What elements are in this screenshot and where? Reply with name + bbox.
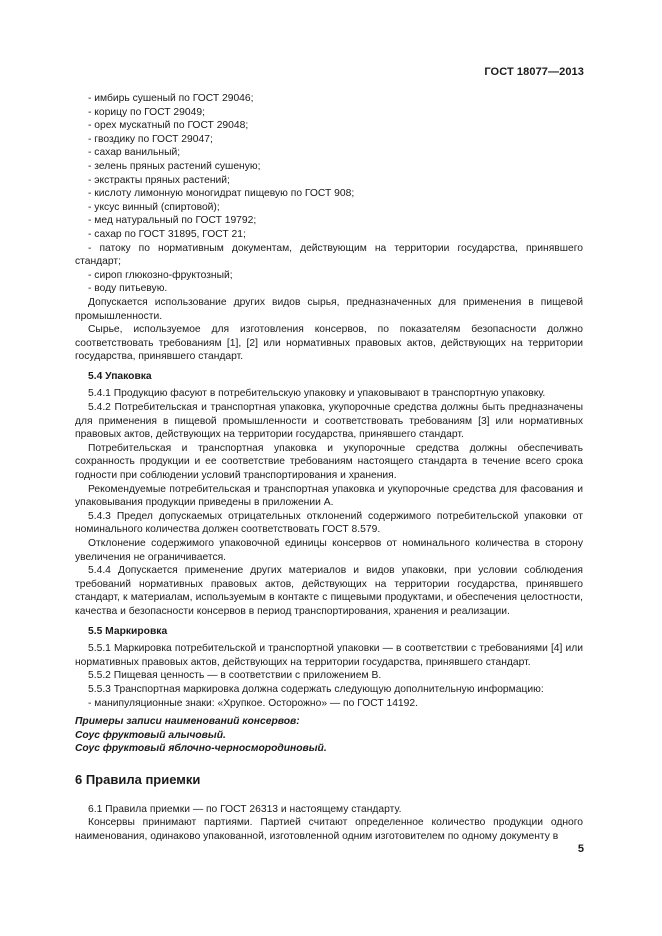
section-title-5-4: 5.4 Упаковка	[88, 370, 152, 382]
paragraph: Допускается использование других видов сырья, предназначенных для применения в пищевой промышленности.	[75, 296, 583, 322]
list-item: - манипуляционные знаки: «Хрупкое. Осторожно» — по ГОСТ 14192.	[88, 697, 418, 709]
paragraph: 5.4.3 Предел допускаемых отрицательных отклонений содержимого потребительской упаковки от номинального количества должен соответствовать ГОСТ 8.579.	[75, 510, 583, 536]
list-item: - имбирь сушеный по ГОСТ 29046;	[88, 93, 254, 104]
list-item: - гвоздику по ГОСТ 29047;	[88, 133, 213, 145]
examples-heading: Примеры записи наименований консервов:	[75, 716, 300, 728]
standard-header: ГОСТ 18077—2013	[484, 66, 584, 78]
list-item: - воду питьевую.	[88, 283, 168, 295]
section-title-5-5: 5.5 Маркировка	[88, 625, 168, 637]
examples-block	[75, 715, 583, 756]
paragraph: 5.5.1 Маркировка потребительской и транспортной упаковки — в соответствии с требованиями [4] или нормативных правовых актов, действующих на территории государства, принявшего стандарт.	[75, 643, 583, 668]
paragraph: 5.4.4 Допускается применение других материалов и видов упаковки, при условии соблюдения требований нормативных правовых актов, действующих на территории государства, принявшего стандарт, к материалам, используемым в контакте с пищевыми продуктами, и обеспечения целостности, качества и безопасности консервов в период транспортирования, хранения и реализации.	[75, 565, 583, 617]
list-item: - сахар по ГОСТ 31895, ГОСТ 21;	[88, 228, 246, 240]
list-item: - зелень пряных растений сушеную;	[88, 160, 261, 172]
paragraph: 5.4.2 Потребительская и транспортная упаковка, укупорочные средства должны быть предназначены для применения в пищевой промышленности и соответствовать требованиям [3] или нормативных правовых актов, действующих на территории государства, принявшего стандарт.	[75, 402, 583, 441]
list-item: - сироп глюкозно-фруктозный;	[88, 269, 233, 281]
page-number: 5	[577, 843, 584, 855]
list-item: - мед натуральный по ГОСТ 19792;	[88, 215, 257, 227]
page-content	[75, 92, 583, 843]
paragraph: 5.4.1 Продукцию фасуют в потребительскую упаковку и упаковывают в транспортную упаковку.	[88, 388, 546, 400]
list-item: - сахар ванильный;	[88, 147, 181, 159]
list-item: - корицу по ГОСТ 29049;	[88, 106, 205, 118]
list-item: - орех мускатный по ГОСТ 29048;	[88, 120, 249, 132]
paragraph: 5.5.3 Транспортная маркировка должна содержать следующую дополнительную информацию:	[88, 683, 544, 695]
paragraph: Сырье, используемое для изготовления консервов, по показателям безопасности должно соответствовать требованиям [1], [2] или нормативных правовых актов, действующих на территории государства, принявшего стандарт.	[75, 324, 583, 363]
paragraph: Отклонение содержимого упаковочной единицы консервов от номинального количества в сторону увеличения не ограничивается.	[75, 538, 583, 563]
paragraph: 6.1 Правила приемки — по ГОСТ 26313 и настоящему стандарту.	[88, 803, 402, 815]
paragraph: 5.5.2 Пищевая ценность — в соответствии с приложением В.	[88, 670, 382, 682]
paragraph: Потребительская и транспортная упаковка и укупорочные средства должны обеспечивать сохранность продукции и ее соответствие требованиям настоящего стандарта в течение всего срока годности при соблюдении условий транспортирования и хранения.	[75, 442, 583, 482]
paragraph: Консервы принимают партиями. Партией считают определенное количество продукции одного наименования, одинаково упакованной, изготовленной одним изготовителем по одному документу в	[75, 817, 583, 842]
paragraph: Рекомендуемые потребительская и транспортная упаковка и укупорочные средства для фасования и упаковывания продукции приведены в приложении А.	[75, 483, 583, 509]
list-item: - экстракты пряных растений;	[88, 174, 230, 186]
list-item: - патоку по нормативным документам, действующим на территории государства, принявшего стандарт;	[75, 242, 583, 268]
example-item: Соус фруктовый яблочно-черносмородиновый.	[75, 743, 327, 755]
example-item: Соус фруктовый алычовый.	[75, 729, 226, 741]
list-item: - кислоту лимонную моногидрат пищевую по ГОСТ 908;	[88, 188, 355, 200]
section-title-6: 6 Правила приемки	[75, 771, 201, 787]
list-item: - уксус винный (спиртовой);	[88, 201, 220, 213]
